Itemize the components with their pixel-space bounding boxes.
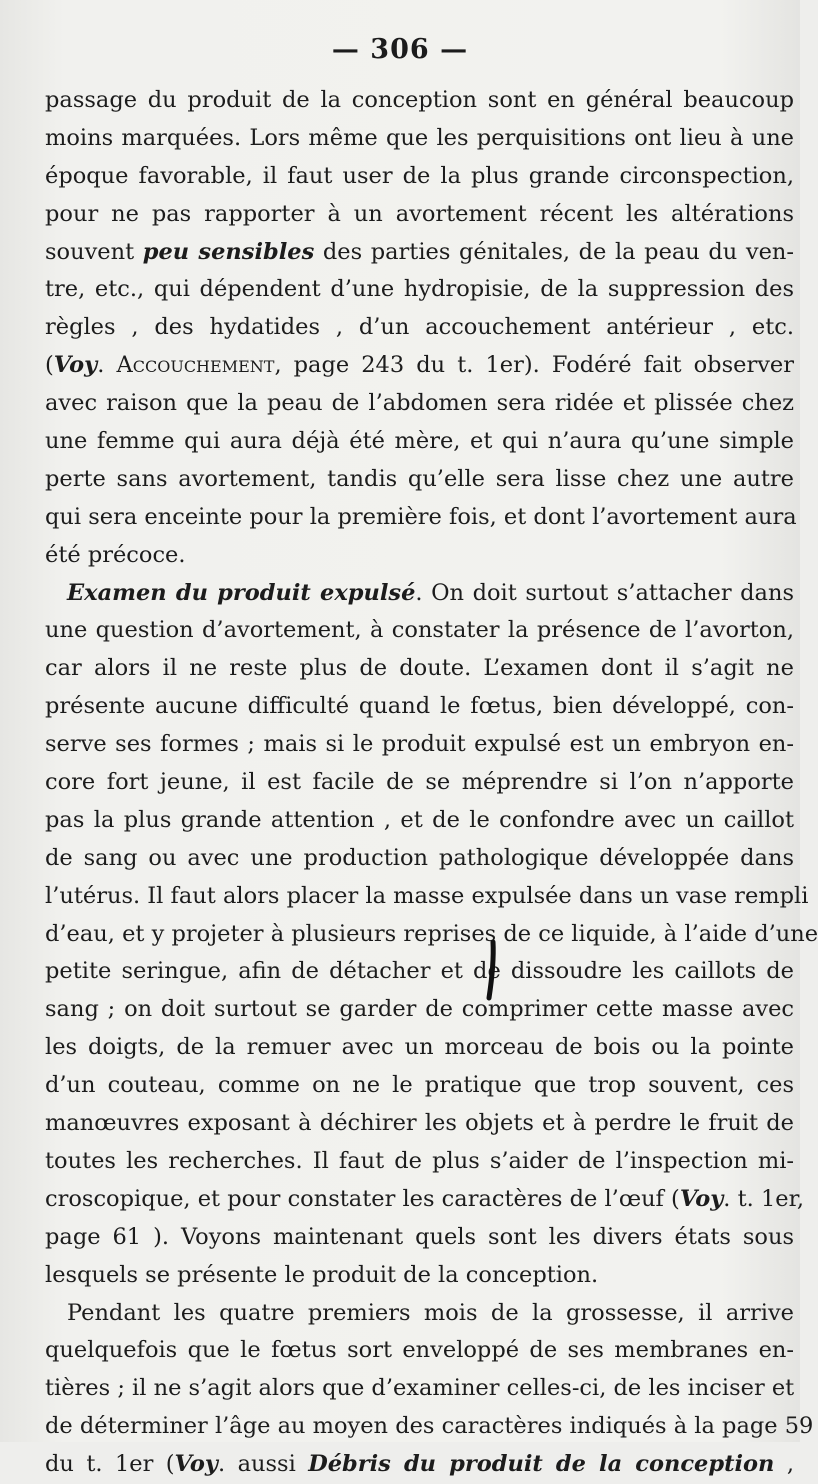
text-span: passage du produit de la conception sont en général beaucoup xyxy=(45,87,794,113)
text-span: l’utérus. Il faut alors placer la masse expulsée dans un vase rempli xyxy=(45,882,809,909)
text-span: car alors il ne reste plus de doute. L’examen dont il s’agit ne xyxy=(45,655,794,682)
text-line xyxy=(45,271,794,309)
text-span: une femme qui aura déjà été mère, et qui n’aura qu’une simple xyxy=(45,428,794,455)
text-span: de sang ou avec une production pathologique développée dans xyxy=(45,844,794,871)
text-span: règles , des hydatides , d’un accouchement antérieur , etc. xyxy=(45,314,794,341)
text-span: ( xyxy=(45,352,54,379)
text-line xyxy=(45,499,797,537)
text-line xyxy=(45,1143,794,1181)
text-span: avec raison que la peau de l’abdomen sera ridée et plissée chez xyxy=(45,390,794,417)
text-line xyxy=(45,1067,794,1105)
text-span: croscopique, et pour constater les caractères de l’œuf ( xyxy=(45,1185,680,1212)
small-caps-span: Accouchement xyxy=(116,352,275,379)
ink-mark xyxy=(485,940,497,1000)
page-number: — 306 — xyxy=(331,34,469,65)
text-line xyxy=(45,726,794,764)
text-span: core fort jeune, il est facile de se méprendre si l’on n’apporte xyxy=(45,769,794,796)
text-line xyxy=(45,688,794,726)
text-line xyxy=(45,612,794,650)
text-span: serve ses formes ; mais si le produit expulsé est un embryon en- xyxy=(45,731,794,758)
text-line xyxy=(45,120,794,158)
text-line xyxy=(45,802,794,840)
text-span: quelquefois que le fœtus sort enveloppé de ses membranes en- xyxy=(45,1337,794,1364)
text-span: petite seringue, afin de détacher et de dissoudre les caillots de xyxy=(45,958,794,985)
text-line xyxy=(45,953,794,991)
text-line xyxy=(45,1332,794,1370)
text-span: . On doit surtout s’attacher dans xyxy=(415,579,794,606)
body-text xyxy=(45,82,818,1484)
text-line xyxy=(45,309,794,347)
text-span: présente aucune difficulté quand le fœtus, bien développé, con- xyxy=(45,693,794,720)
text-line xyxy=(45,1181,805,1219)
text-span: d’un couteau, comme on ne le pratique que trop souvent, ces xyxy=(45,1072,794,1099)
text-line xyxy=(45,764,794,802)
text-span: sang ; on doit surtout se garder de comprimer cette masse avec xyxy=(45,996,794,1023)
text-span: été précoce. xyxy=(45,541,186,568)
text-span: des parties génitales, de la peau du ven- xyxy=(314,238,795,265)
text-line xyxy=(45,1029,794,1067)
text-span: de déterminer l’âge au moyen des caractères indiqués à la page 59 xyxy=(45,1413,814,1440)
text-span: Pendant les quatre premiers mois de la grossesse, il arrive xyxy=(67,1299,794,1326)
text-span: . xyxy=(97,352,117,379)
text-line xyxy=(45,347,794,385)
text-line xyxy=(45,991,794,1029)
text-line xyxy=(45,1105,794,1143)
italic-span: Voy xyxy=(174,1451,219,1478)
text-span: lesquels se présente le produit de la conception. xyxy=(45,1261,599,1288)
text-line xyxy=(45,196,794,234)
text-line xyxy=(45,537,794,575)
italic-span: Débris du produit de la conception xyxy=(308,1451,775,1478)
text-span: pour ne pas rapporter à un avortement récent les altérations xyxy=(45,200,794,227)
italic-span: Examen du produit expulsé xyxy=(67,579,416,606)
text-line xyxy=(45,878,809,916)
text-span: qui sera enceinte pour la première fois, et dont l’avortement aura xyxy=(45,503,797,530)
text-span: manœuvres exposant à déchirer les objets et à perdre le fruit de xyxy=(45,1110,794,1137)
text-span: une question d’avortement, à constater la présence de l’avorton, xyxy=(45,617,794,644)
text-line xyxy=(45,82,794,120)
text-line xyxy=(45,1295,794,1333)
text-span: les doigts, de la remuer avec un morceau de bois ou la pointe xyxy=(45,1034,794,1061)
text-span: . aussi xyxy=(218,1451,309,1478)
text-span: époque favorable, il faut user de la plus grande circonspection, xyxy=(45,162,794,189)
text-span: souvent xyxy=(45,238,143,265)
text-span: tre, etc., qui dépendent d’une hydropisie, de la suppression des xyxy=(45,276,794,303)
text-line xyxy=(45,423,794,461)
text-line xyxy=(45,234,794,272)
text-span: du t. 1er ( xyxy=(45,1451,175,1478)
text-span: perte sans avortement, tandis qu’elle sera lisse chez une autre xyxy=(45,465,794,492)
text-line xyxy=(45,385,794,423)
text-span: . t. 1er, xyxy=(723,1185,805,1212)
text-line xyxy=(45,1219,794,1257)
text-span: d’eau, et y projeter à plusieurs reprises de ce liquide, à l’aide d’une xyxy=(45,920,818,947)
text-span: tières ; il ne s’agit alors que d’examiner celles-ci, de les inciser et xyxy=(45,1375,795,1402)
text-line xyxy=(45,158,794,196)
text-line xyxy=(45,1370,794,1408)
text-span: moins marquées. Lors même que les perquisitions ont lieu à une xyxy=(45,124,794,151)
text-span: , page 243 du t. 1er). Fodéré fait observer xyxy=(274,352,794,379)
italic-span: peu sensibles xyxy=(142,238,315,265)
text-line xyxy=(45,1257,794,1295)
text-line xyxy=(45,650,794,688)
text-span: , xyxy=(774,1451,794,1478)
italic-span: Voy xyxy=(679,1185,724,1212)
text-line xyxy=(45,461,794,499)
text-line xyxy=(45,916,818,954)
italic-span: Voy xyxy=(53,352,98,379)
text-line xyxy=(45,1446,794,1484)
text-line xyxy=(45,575,794,613)
text-line xyxy=(45,840,794,878)
text-line xyxy=(45,1408,814,1446)
text-span: toutes les recherches. Il faut de plus s’aider de l’inspection mi- xyxy=(45,1147,794,1174)
text-span: pas la plus grande attention , et de le confondre avec un caillot xyxy=(45,806,794,833)
text-span: page 61 ). Voyons maintenant quels sont les divers états sous xyxy=(45,1223,794,1250)
